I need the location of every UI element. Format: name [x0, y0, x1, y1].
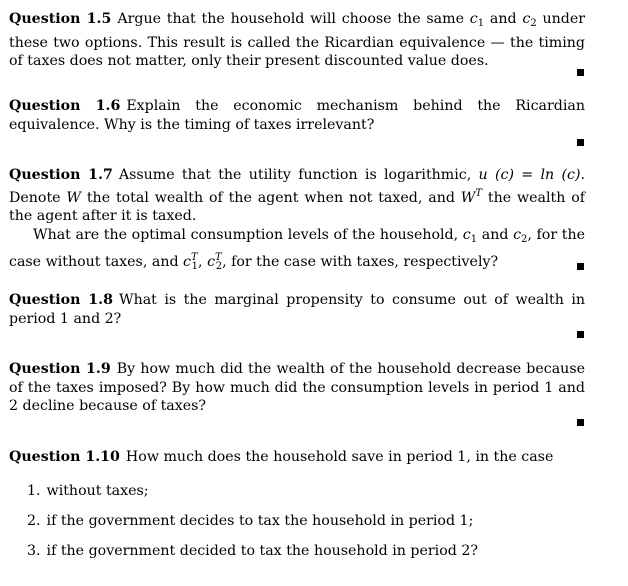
qed-square-icon: [577, 263, 584, 270]
qed-square-icon: [577, 419, 584, 426]
question-1-6: Question 1.6 Explain the economic mechanism behind the Ricardian equivalence. Why is the timing of taxes irrelevant?: [9, 98, 586, 133]
qed-square-icon: [577, 69, 584, 76]
question-heading: Question 1.6: [9, 98, 121, 114]
qed-square-icon: [577, 139, 584, 146]
question-heading: Question 1.7: [9, 167, 113, 183]
question-1-8: Question 1.8 What is the marginal propensity to consume out of wealth in period 1 and 2?: [9, 292, 586, 327]
question-heading: Question 1.10: [9, 449, 120, 465]
question-1-9: Question 1.9 By how much did the wealth of the household decrease because of the taxes imposed? By how much did the consumption levels in period 1 and 2 decline because of taxes?: [9, 361, 585, 414]
qed-square-icon: [577, 331, 584, 338]
list-item: 1. without taxes;: [27, 483, 149, 499]
question-1-7: Question 1.7 Assume that the utility function is logarithmic, u (c) = ln (c). Denote W the total wealth of the agent when not taxed, and $W^T$ the wealth of the agent after it is taxed. What are the optimal consumption levels of the household, $c_1$ and $c_2$, for the case without taxes, and $c^T_1$, $c^T_2$, for the case with taxes, respectively?: [9, 166, 585, 277]
question-heading: Question 1.8: [9, 292, 113, 308]
question-heading: Question 1.9: [9, 361, 111, 377]
paragraph: What are the optimal consumption levels of the household, $c_1$ and $c_2$, for the case without taxes, and $c^T_1$, $c^T_2$, for the case with taxes, respectively?: [9, 226, 585, 272]
list-item: 2. if the government decides to tax the household in period 1;: [27, 513, 474, 529]
question-1-10: Question 1.10 How much does the household save in period 1, in the case: [9, 449, 554, 465]
question-heading: Question 1.5: [9, 11, 112, 27]
question-1-5: Question 1.5 Argue that the household will choose the same $c_1$ and $c_2$ under these two options. This result is called the Ricardian equivalence — the timing of taxes does not matter, only their present discounted value does.: [9, 11, 586, 69]
list-item: 3. if the government decided to tax the household in period 2?: [27, 543, 478, 559]
